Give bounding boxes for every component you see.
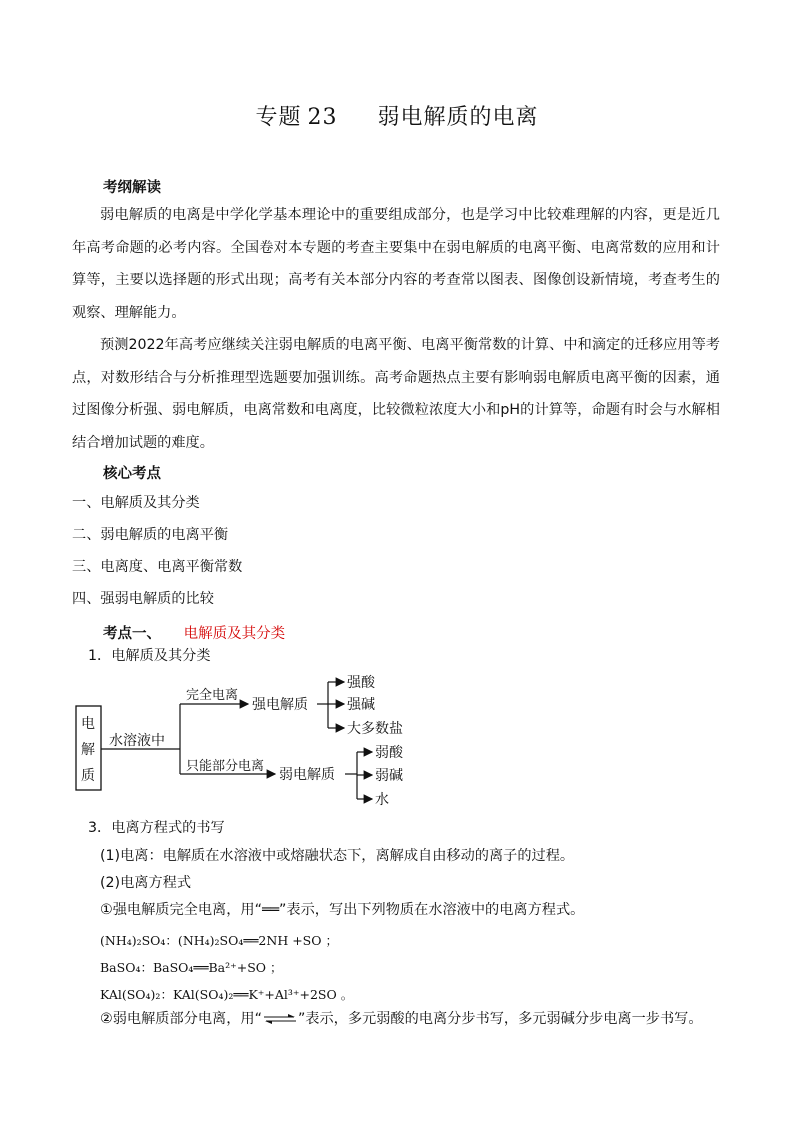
- paragraph-1: 弱电解质的电离是中学化学基本理论中的重要组成部分，也是学习中比较难理解的内容，更是近几年高考命题的必考内容。全国卷对本专题的考查主要集中在弱电解质的电离平衡、电离常数的应用和计算等，主要以选择题的形式出现；高考有关本部分内容的考查常以图表、图像创设新情境，考查考生的观察、理解能力。: [72, 207, 720, 321]
- box-char: 解: [81, 742, 95, 758]
- eq2-tail: ；: [266, 960, 283, 975]
- box-char: 质: [81, 768, 95, 784]
- page-title: [0, 100, 794, 131]
- strong-item: 强酸: [347, 675, 375, 691]
- equation-3: [100, 985, 353, 1003]
- eq1-mid: +SO: [288, 933, 322, 948]
- weak-rule-pre: ②弱电解质部分电离，用“: [100, 1011, 262, 1027]
- equation-1: [100, 931, 338, 949]
- weak-item: 弱酸: [375, 745, 403, 761]
- electrolyte-classification-diagram: [70, 668, 430, 818]
- sub-heading-3: 3．电离方程式的书写: [88, 820, 225, 836]
- water-label: 水溶液中: [109, 733, 165, 749]
- equilibrium-arrow-icon: [262, 1013, 298, 1025]
- weak-item: 弱碱: [375, 768, 403, 784]
- eq2-left: BaSO₄：BaSO₄══Ba²⁺+SO: [100, 960, 267, 975]
- kaodian-label: 考点一、: [103, 626, 161, 642]
- eq3-left: KAl(SO₄)₂：KAl(SO₄)₂══K⁺+Al³⁺+2SO: [100, 987, 337, 1002]
- core-item: 一、电解质及其分类: [72, 495, 200, 511]
- heading-hexin: 核心考点: [103, 466, 161, 482]
- weak-item: 水: [375, 792, 389, 808]
- equation-2: [100, 958, 283, 976]
- weak-rule: [100, 1003, 703, 1036]
- kaodian-topic: 电解质及其分类: [183, 626, 286, 642]
- strong-item: 大多数盐: [347, 721, 403, 737]
- strong-item: 强碱: [347, 697, 375, 713]
- core-item: 二、弱电解质的电离平衡: [72, 527, 229, 543]
- title-prefix: 专题: [255, 105, 302, 130]
- heading-kaogang: 考纲解读: [103, 180, 161, 196]
- paragraph-2: 预测2022年高考应继续关注弱电解质的电离平衡、电离平衡常数的计算、中和滴定的迁移应用等考点，对数形结合与分析推理型选题要加强训练。高考命题热点主要有影响弱电解质电离平衡的因素，通过图像分析强、弱电解质，电离常数和电离度，比较微粒浓度大小和pH的计算等，命题有时会与水解相结合增加试题的难度。: [72, 337, 720, 451]
- branch-top-label: 完全电离: [186, 688, 239, 703]
- strong-rule: ①强电解质完全电离，用“══”表示，写出下列物质在水溶液中的电离方程式。: [100, 902, 585, 918]
- title-number: 23: [307, 105, 338, 130]
- box-char: 电: [81, 716, 95, 732]
- definition: (1)电离：电解质在水溶液中或熔融状态下，离解成自由移动的离子的过程。: [100, 848, 575, 864]
- core-item: 四、强弱电解质的比较: [72, 591, 214, 607]
- branch-bottom-label: 只能部分电离: [186, 759, 265, 774]
- core-item: 三、电离度、电离平衡常数: [72, 559, 243, 575]
- eq-heading: (2)电离方程式: [100, 875, 192, 891]
- title-text: 弱电解质的电离: [377, 105, 539, 130]
- eq1-left: (NH₄)₂SO₄：(NH₄)₂SO₄══2NH: [100, 933, 289, 948]
- weak-electrolyte: 弱电解质: [279, 767, 335, 783]
- weak-rule-post: ”表示，多元弱酸的电离分步书写，多元弱碱分步电离一步书写。: [297, 1011, 703, 1027]
- eq3-tail: 。: [336, 987, 354, 1002]
- sub-heading-1: 1．电解质及其分类: [88, 648, 211, 664]
- eq1-tail: ；: [321, 933, 338, 948]
- strong-electrolyte: 强电解质: [252, 697, 308, 713]
